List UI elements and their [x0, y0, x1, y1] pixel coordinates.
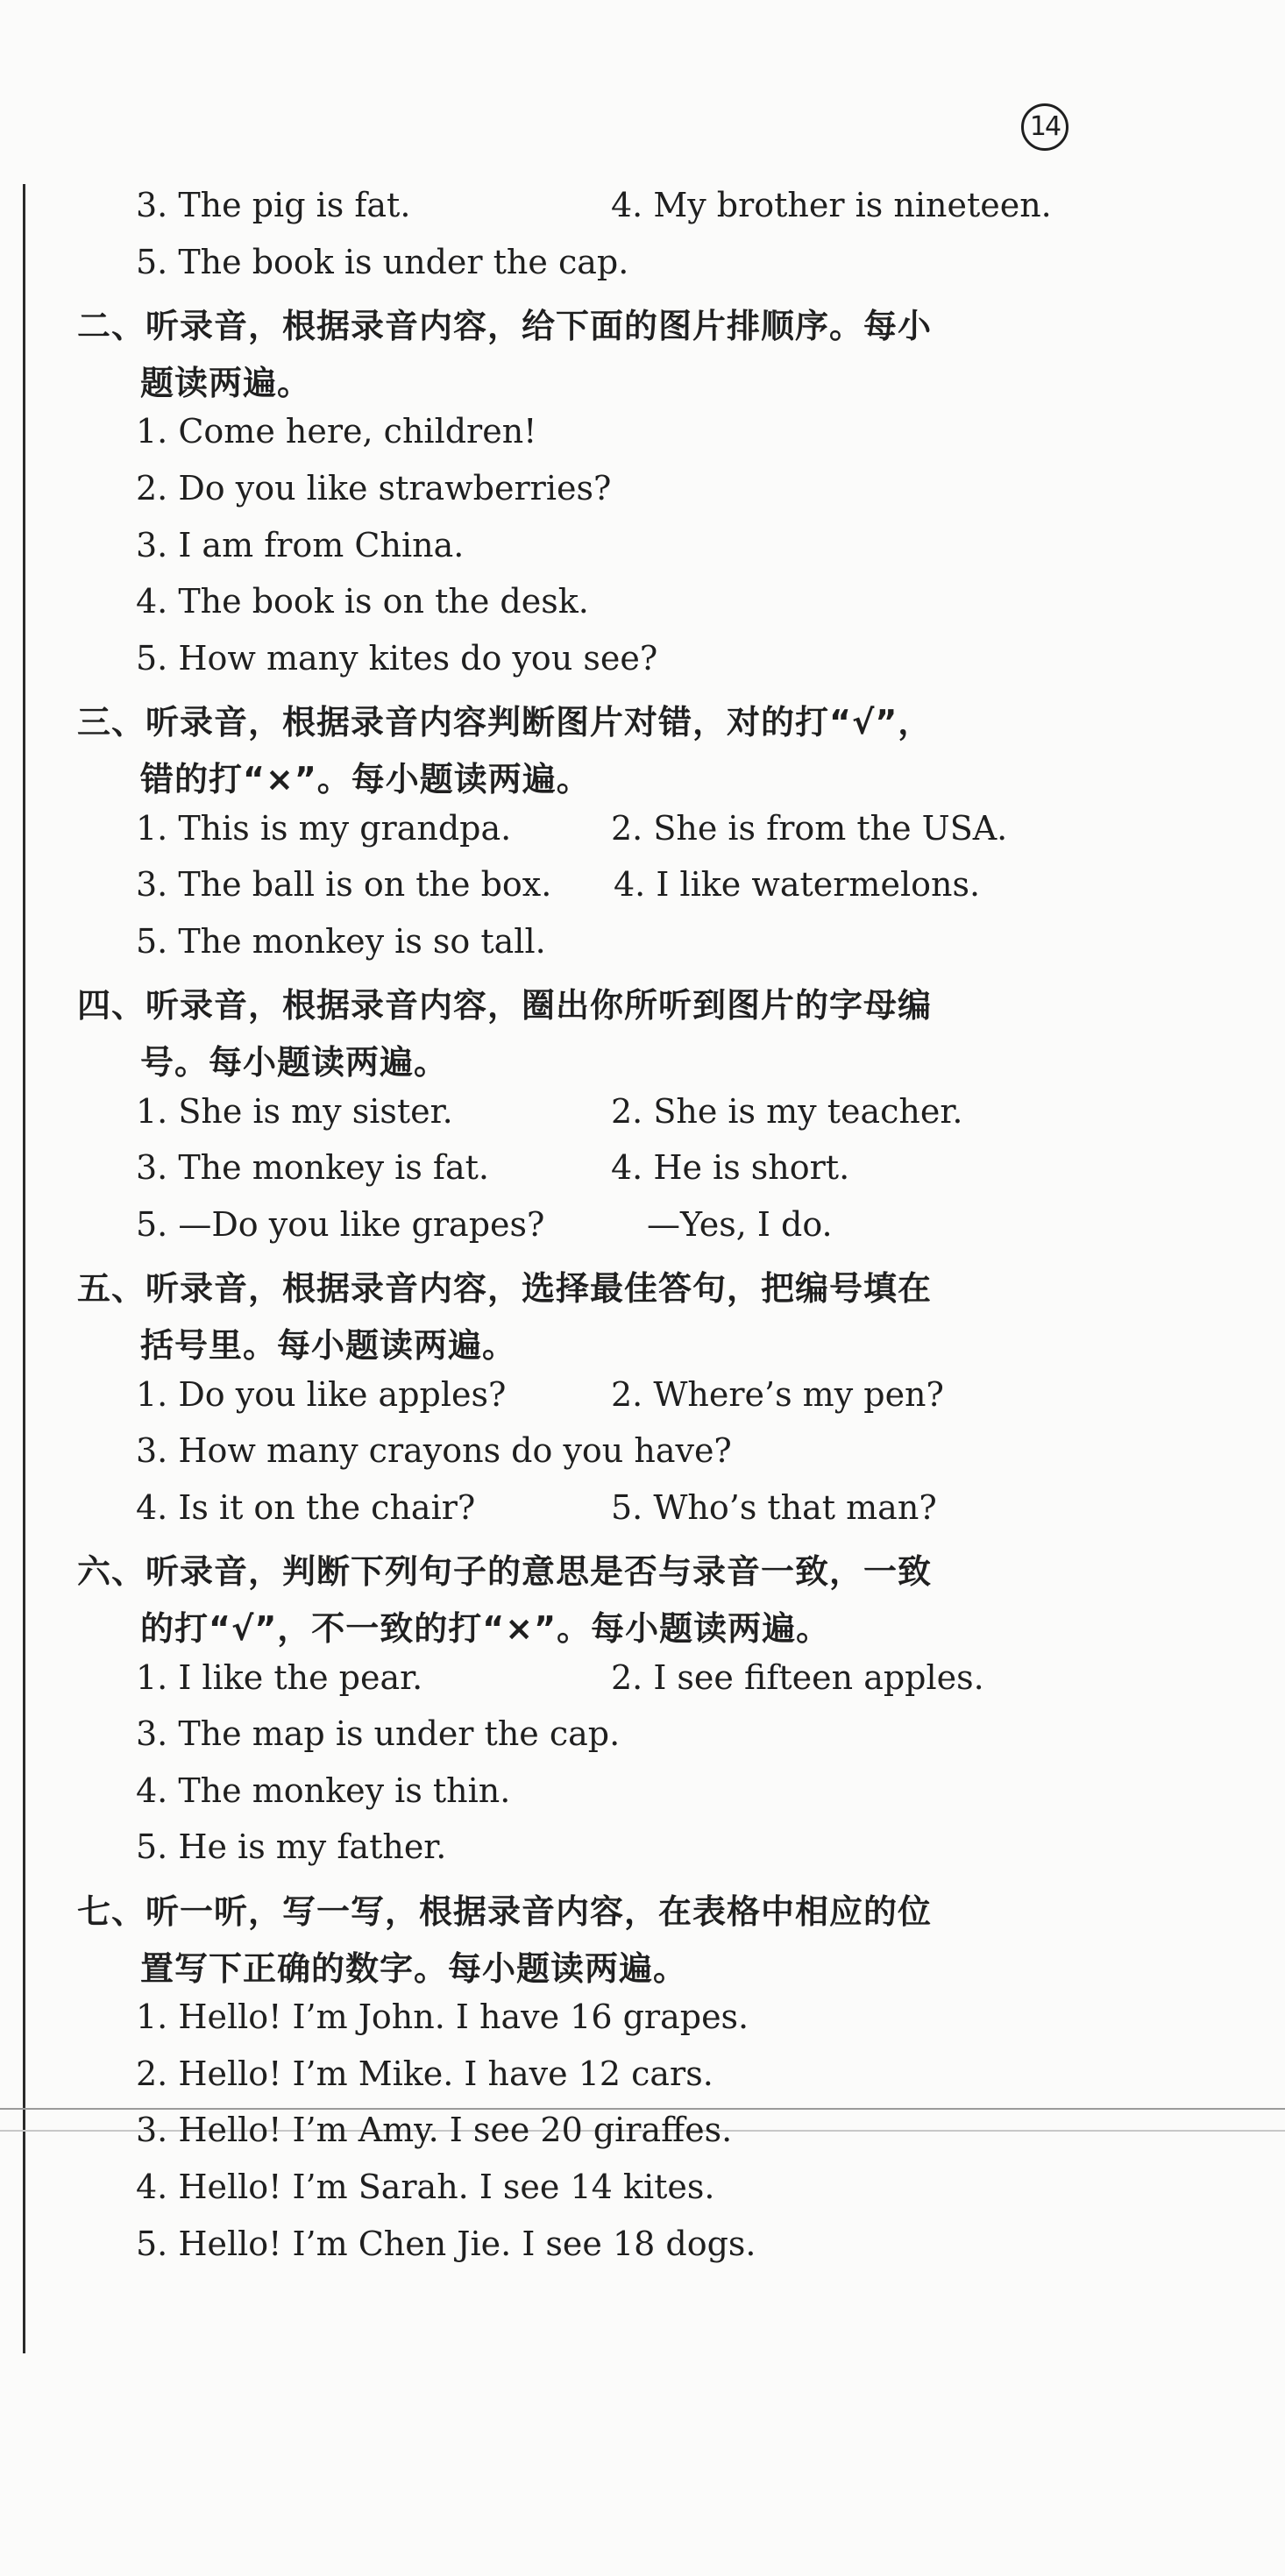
- section-heading: 错的打“×”。每小题读两遍。: [140, 760, 591, 798]
- script-item: 1. Come here, children!: [136, 412, 537, 451]
- script-item: 4. I like watermelons.: [614, 865, 981, 905]
- section-heading: 号。每小题读两遍。: [140, 1043, 449, 1082]
- script-item: 1. This is my grandpa.: [136, 808, 512, 848]
- script-item: 2. She is my teacher.: [611, 1091, 963, 1131]
- script-item: 5. —Do you like grapes?: [136, 1204, 545, 1244]
- script-item: 1. Hello! I’m John. I have 16 grapes.: [136, 1998, 749, 2037]
- script-item: 5. He is my father.: [136, 1827, 447, 1867]
- script-item: 3. Hello! I’m Amy. I see 20 giraffes.: [136, 2111, 733, 2150]
- script-item: 4. The monkey is thin.: [136, 1771, 511, 1810]
- script-item: —Yes, I do.: [647, 1204, 833, 1244]
- script-item: 4. Is it on the chair?: [136, 1487, 476, 1527]
- margin-line: [23, 184, 25, 2353]
- section-heading: 括号里。每小题读两遍。: [140, 1326, 517, 1365]
- script-item: 1. She is my sister.: [136, 1091, 453, 1131]
- section-heading: 二、听录音，根据录音内容，给下面的图片排顺序。每小: [77, 307, 933, 346]
- script-item: 4. The book is on the desk.: [136, 582, 589, 621]
- script-item: 5. The monkey is so tall.: [136, 921, 546, 961]
- script-item: 4. He is short.: [611, 1148, 850, 1188]
- script-item: 2. She is from the USA.: [611, 808, 1008, 848]
- script-item: 5. Who’s that man?: [611, 1487, 937, 1527]
- script-item: 3. I am from China.: [136, 525, 465, 564]
- section-heading: 题读两遍。: [140, 363, 312, 402]
- script-item: 3. The monkey is fat.: [136, 1148, 489, 1188]
- script-item: 3. The ball is on the box.: [136, 865, 552, 905]
- script-item: 5. How many kites do you see?: [136, 638, 658, 678]
- section-heading: 五、听录音，根据录音内容，选择最佳答句，把编号填在: [77, 1269, 933, 1309]
- script-item: 2. Where’s my pen?: [611, 1374, 944, 1414]
- section-heading: 七、听一听，写一写，根据录音内容，在表格中相应的位: [77, 1892, 933, 1931]
- section-heading: 置写下正确的数字。每小题读两遍。: [140, 1948, 688, 1988]
- script-item: 5. The book is under the cap.: [136, 242, 629, 281]
- script-item: 2. Hello! I’m Mike. I have 12 cars.: [136, 2054, 713, 2093]
- script-item: 3. The pig is fat.: [136, 186, 411, 224]
- scan-fold-line: [0, 2108, 1285, 2110]
- script-item: 4. My brother is nineteen.: [611, 186, 1052, 224]
- script-item: 2. Do you like strawberries?: [136, 469, 612, 507]
- script-item: 3. The map is under the cap.: [136, 1714, 621, 1754]
- script-item: 1. I like the pear.: [136, 1657, 423, 1697]
- script-item: 1. Do you like apples?: [136, 1374, 507, 1414]
- section-heading: 四、听录音，根据录音内容，圈出你所听到图片的字母编: [77, 986, 933, 1025]
- script-item: 5. Hello! I’m Chen Jie. I see 18 dogs.: [136, 2224, 756, 2263]
- section-heading: 的打“√”，不一致的打“×”。每小题读两遍。: [140, 1609, 831, 1648]
- section-heading: 六、听录音，判断下列句子的意思是否与录音一致，一致: [77, 1552, 933, 1592]
- script-item: 2. I see fifteen apples.: [611, 1657, 984, 1697]
- script-item: 4. Hello! I’m Sarah. I see 14 kites.: [136, 2168, 715, 2206]
- page-number: 14: [1021, 103, 1068, 151]
- section-heading: 三、听录音，根据录音内容判断图片对错，对的打“√”，: [77, 703, 933, 742]
- script-item: 3. How many crayons do you have?: [136, 1431, 732, 1471]
